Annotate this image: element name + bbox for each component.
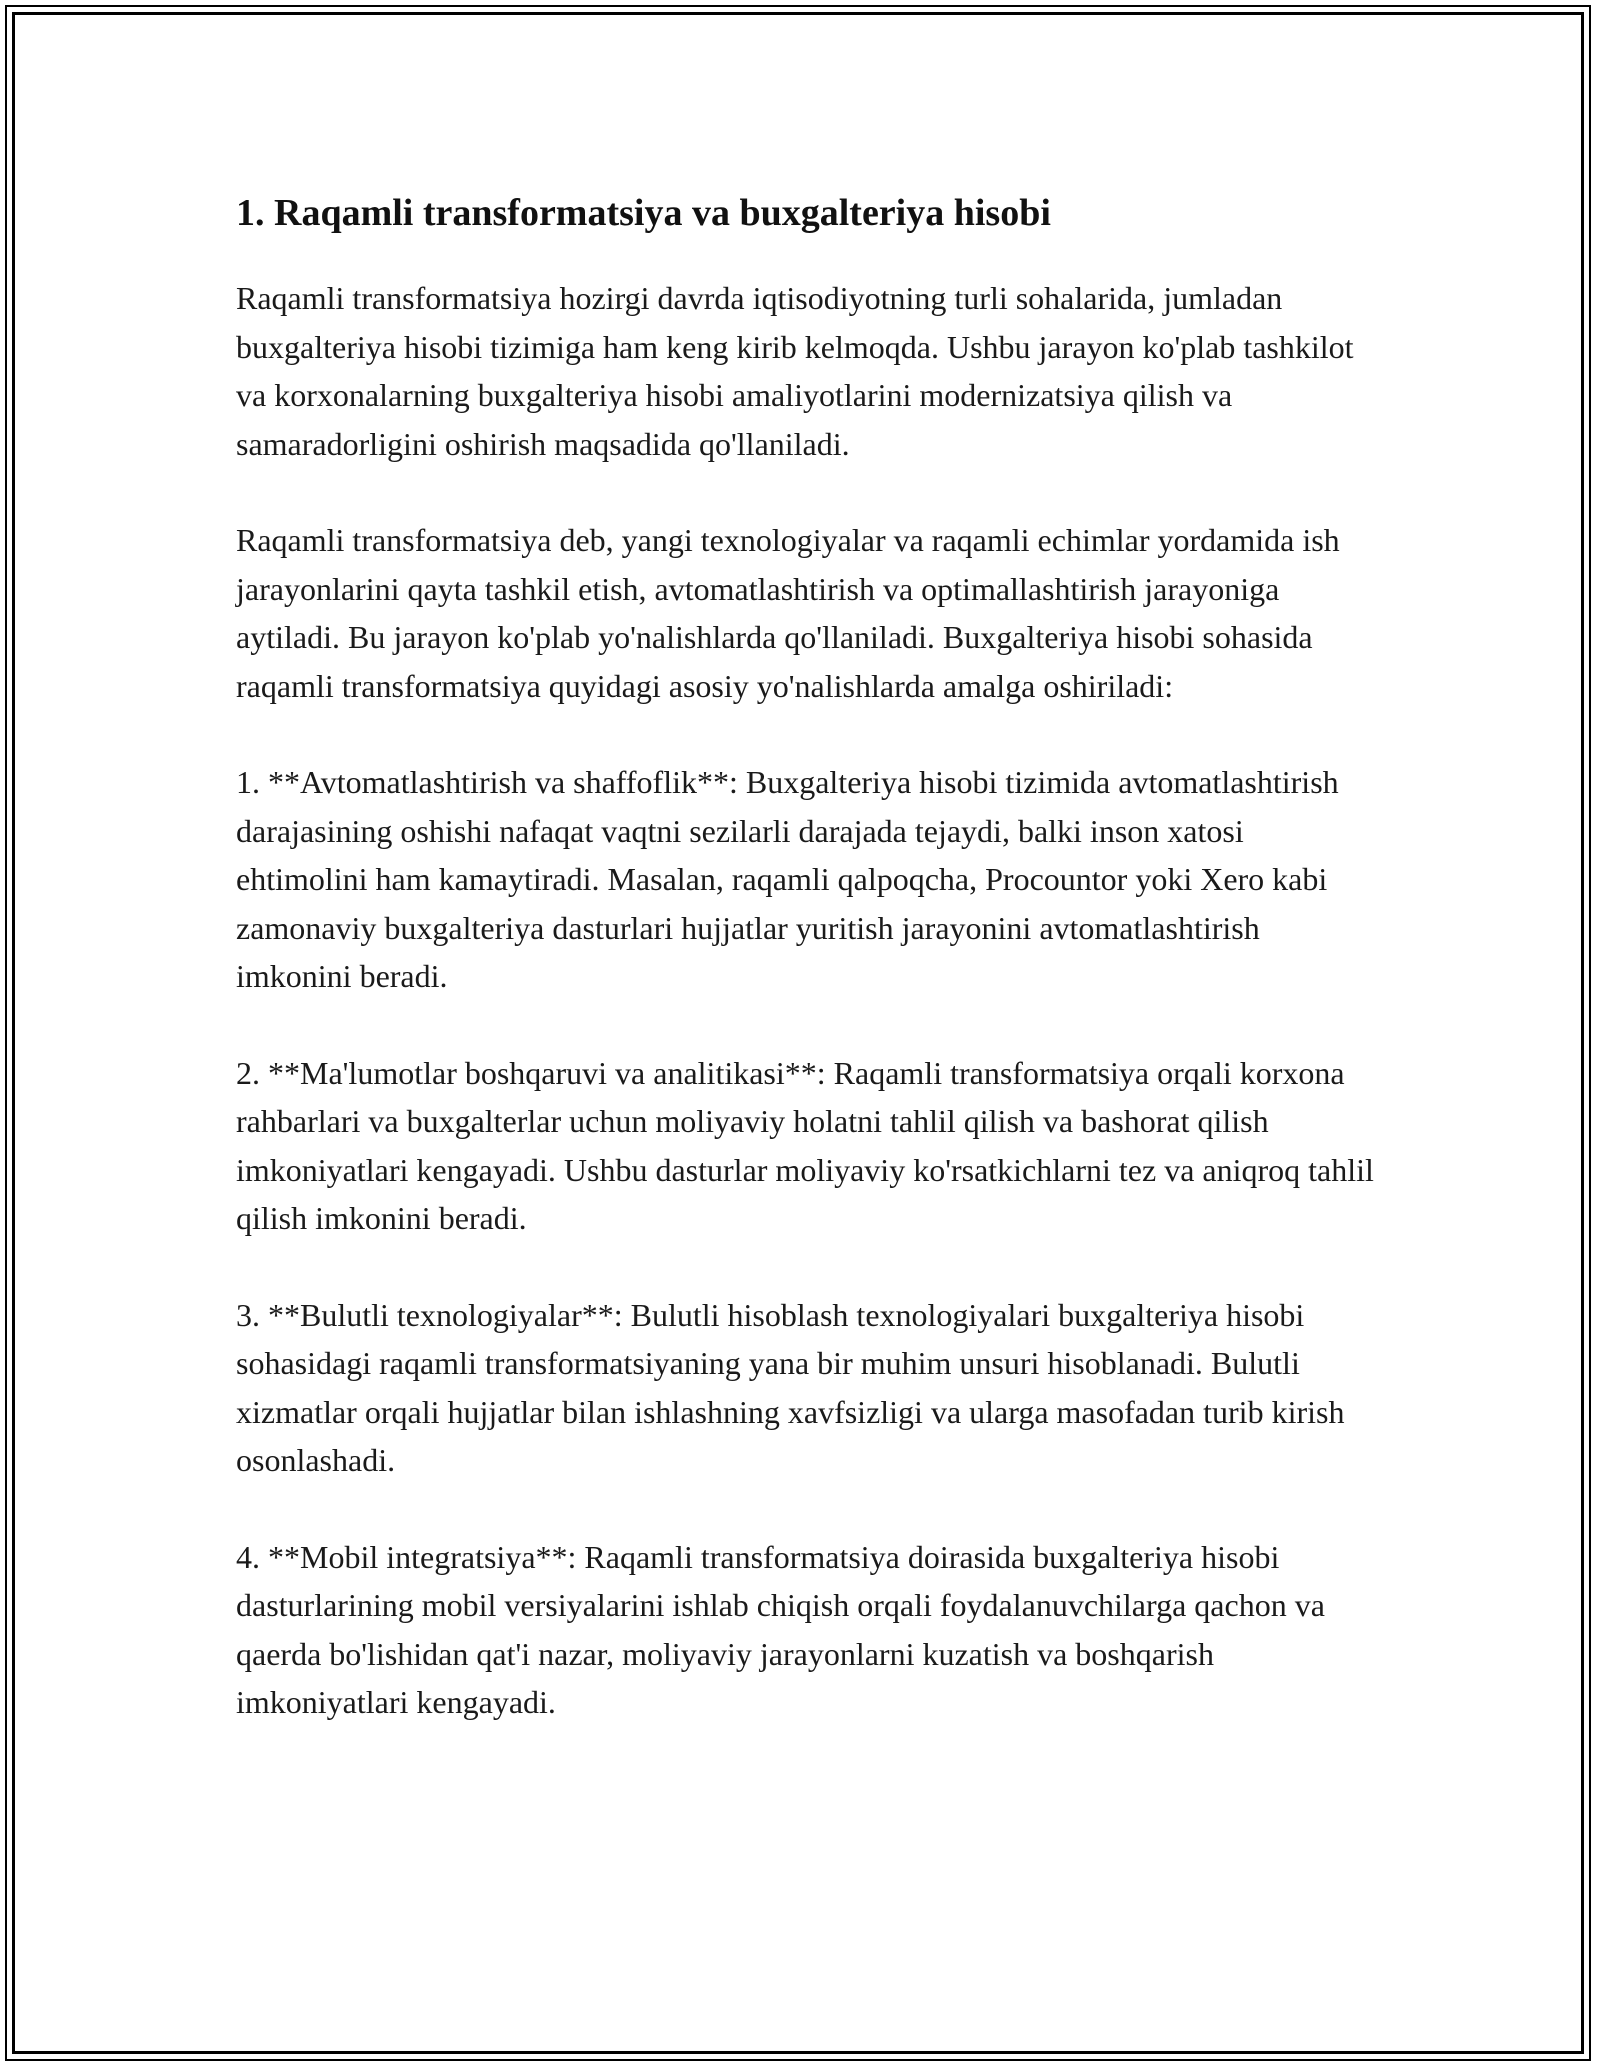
document-title: 1. Raqamli transformatsiya va buxgalteriya hisobi xyxy=(236,192,1051,234)
paragraph-definition: Raqamli transformatsiya deb, yangi texnologiyalar va raqamli echimlar yordamida ish jarayonlarini qayta tashkil etish, avtomatlashtirish va optimallashtirish jarayoniga aytiladi. Bu jarayon ko'plab yo'nalishlarda qo'llaniladi. Buxgalteriya hisobi sohasida raqamli transformatsiya quyidagi asosiy yo'nalishlarda amalga oshiriladi: xyxy=(236,522,1340,704)
list-item-automation: 1. **Avtomatlashtirish va shaffoflik**: Buxgalteriya hisobi tizimida avtomatlashtirish darajasining oshishi nafaqat vaqtni sezilarli darajada tejaydi, balki inson xatosi ehtimolini ham kamaytiradi. Masalan, raqamli qalpoqcha, Procountor yoki Xero kabi zamonaviy buxgalteriya dasturlari hujjatlar yuritish jarayonini avtomatlashtirish imkonini beradi. xyxy=(236,764,1339,994)
list-item-mobile: 4. **Mobil integratsiya**: Raqamli transformatsiya doirasida buxgalteriya hisobi dasturlarining mobil versiyalarini ishlab chiqish orqali foydalanuvchilarga qachon va qaerda bo'lishidan qat'i nazar, moliyaviy jarayonlarni kuzatish va boshqarish imkoniyatlari kengayadi. xyxy=(236,1538,1325,1720)
list-item-data-analytics: 2. **Ma'lumotlar boshqaruvi va analitikasi**: Raqamli transformatsiya orqali korxona rahbarlari va buxgalterlar uchun moliyaviy holatni tahlil qilish va bashorat qilish imkoniyatlari kengayadi. Ushbu dasturlar moliyaviy ko'rsatkichlarni tez va aniqroq tahlil qilish imkonini beradi. xyxy=(236,1054,1374,1236)
list-item-cloud: 3. **Bulutli texnologiyalar**: Bulutli hisoblash texnologiyalari buxgalteriya hisobi sohasidagi raqamli transformatsiyaning yana bir muhim unsuri hisoblanadi. Bulutli xizmatlar orqali hujjatlar bilan ishlashning xavfsizligi va ularga masofadan turib kirish osonlashadi. xyxy=(236,1296,1345,1478)
document-body xyxy=(236,186,1376,1775)
paragraph-intro: Raqamli transformatsiya hozirgi davrda iqtisodiyotning turli sohalarida, jumladan buxgalteriya hisobi tizimiga ham keng kirib kelmoqda. Ushbu jarayon ko'plab tashkilot va korxonalarning buxgalteriya hisobi amaliyotlarini modernizatsiya qilish va samaradorligini oshirish maqsadida qo'llaniladi. xyxy=(236,280,1354,462)
